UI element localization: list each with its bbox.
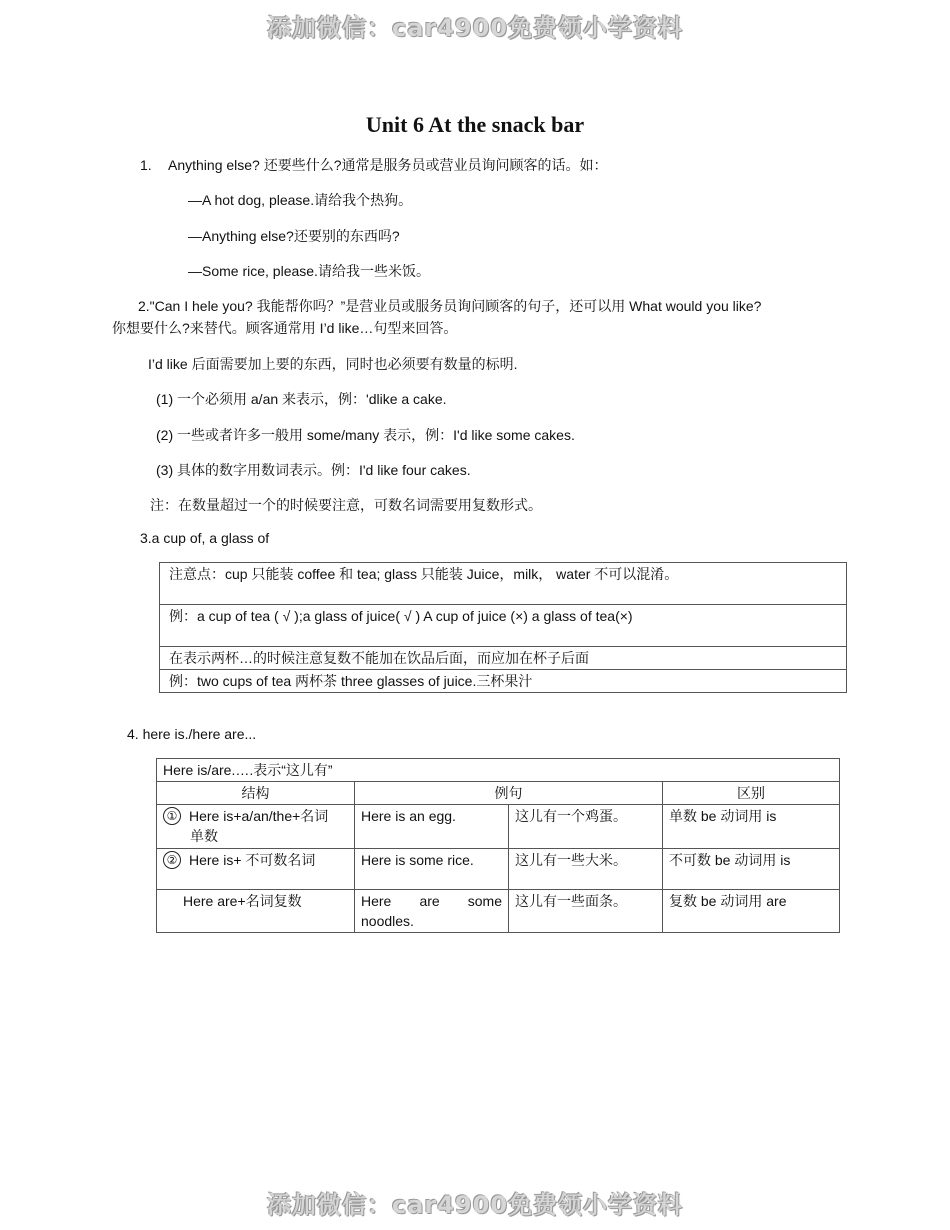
- translation-cell: 这儿有一些面条。: [509, 890, 663, 933]
- table-header-row: [157, 782, 840, 805]
- table-row: [160, 647, 847, 670]
- example-cell: Here is an egg.: [355, 805, 509, 849]
- section-1-text: Anything else? 还要些什么?通常是服务员或营业员询问顾客的话。如：: [168, 157, 608, 173]
- circled-number: ②: [163, 851, 181, 869]
- table-cell: 例：two cups of tea 两杯茶 three glasses of juice.三杯果汁: [160, 670, 847, 693]
- difference-cell: 单数 be 动词用 is: [663, 805, 840, 849]
- table-row: [160, 605, 847, 647]
- header-example: 例句: [355, 782, 663, 805]
- example-text-2: noodles.: [361, 913, 414, 929]
- circled-number: ①: [163, 807, 181, 825]
- watermark-bottom: 添加微信：car4900免费领小学资料: [266, 1191, 684, 1219]
- table-row: [157, 849, 840, 890]
- table-cell: 注意点：cup 只能装 coffee 和 tea; glass 只能装 Juice，milk， water 不可以混淆。: [160, 563, 847, 605]
- section-4-heading: 4. here is./here are...: [127, 726, 257, 742]
- section-2-line-1: 2."Can I hele you? 我能帮你吗？”是营业员或服务员询问顾客的句子，还可以用 What would you like?: [138, 298, 762, 314]
- example-cell: Here is some rice.: [355, 849, 509, 890]
- section-2-remark: 注：在数量超过一个的时候要注意，可数名词需要用复数形式。: [150, 497, 542, 513]
- example-text: Here are some: [361, 893, 502, 909]
- structure-cell: [157, 849, 355, 890]
- table-row: [157, 890, 840, 933]
- table-row: [160, 563, 847, 605]
- section-3-heading: 3.a cup of, a glass of: [140, 530, 270, 546]
- translation-cell: 这儿有一个鸡蛋。: [509, 805, 663, 849]
- section-1-number: 1.: [140, 157, 152, 173]
- section-2-line-2: 你想要什么?来替代。顾客通常用 I’d like…句型来回答。: [112, 320, 458, 336]
- section-2-point-3: (3) 具体的数字用数词表示。例：I'd like four cakes.: [156, 462, 471, 478]
- section-2-point-1: (1) 一个必须用 a/an 来表示，例：'dlike a cake.: [156, 391, 447, 407]
- section-1-intro: [140, 155, 608, 175]
- watermark-top: 添加微信：car4900免费领小学资料: [266, 14, 684, 42]
- header-difference: 区别: [663, 782, 840, 805]
- table-title-row: [157, 759, 840, 782]
- table-title: Here is/are.….表示“这儿有”: [157, 759, 840, 782]
- structure-cell: [157, 805, 355, 849]
- table-row: [157, 805, 840, 849]
- here-is-are-table: [156, 758, 840, 933]
- table-cell: 例：a cup of tea ( √ );a glass of juice( √ ) A cup of juice (×) a glass of tea(×): [160, 605, 847, 647]
- table-row: [160, 670, 847, 693]
- dialogue-line-1: —A hot dog, please.请给我个热狗。: [188, 192, 413, 208]
- cup-glass-table: [159, 562, 847, 693]
- structure-text-2: 单数: [190, 828, 218, 844]
- example-cell: [355, 890, 509, 933]
- dialogue-line-2: —Anything else?还要别的东西吗?: [188, 228, 400, 244]
- table-cell: 在表示两杯…的时候注意复数不能加在饮品后面，而应加在杯子后面: [160, 647, 847, 670]
- difference-cell: 复数 be 动词用 are: [663, 890, 840, 933]
- structure-text: Here is+ 不可数名词: [189, 852, 316, 868]
- structure-cell: Here are+名词复数: [157, 890, 355, 933]
- dialogue-line-3: —Some rice, please.请给我一些米饭。: [188, 263, 430, 279]
- translation-cell: 这儿有一些大米。: [509, 849, 663, 890]
- header-structure: 结构: [157, 782, 355, 805]
- section-2-point-2: (2) 一些或者许多一般用 some/many 表示，例：I'd like some cakes.: [156, 427, 575, 443]
- difference-cell: 不可数 be 动词用 is: [663, 849, 840, 890]
- page-title: Unit 6 At the snack bar: [365, 112, 585, 137]
- structure-text: Here is+a/an/the+名词: [189, 808, 329, 824]
- section-2-note: I’d like 后面需要加上要的东西，同时也必须要有数量的标明.: [148, 356, 518, 372]
